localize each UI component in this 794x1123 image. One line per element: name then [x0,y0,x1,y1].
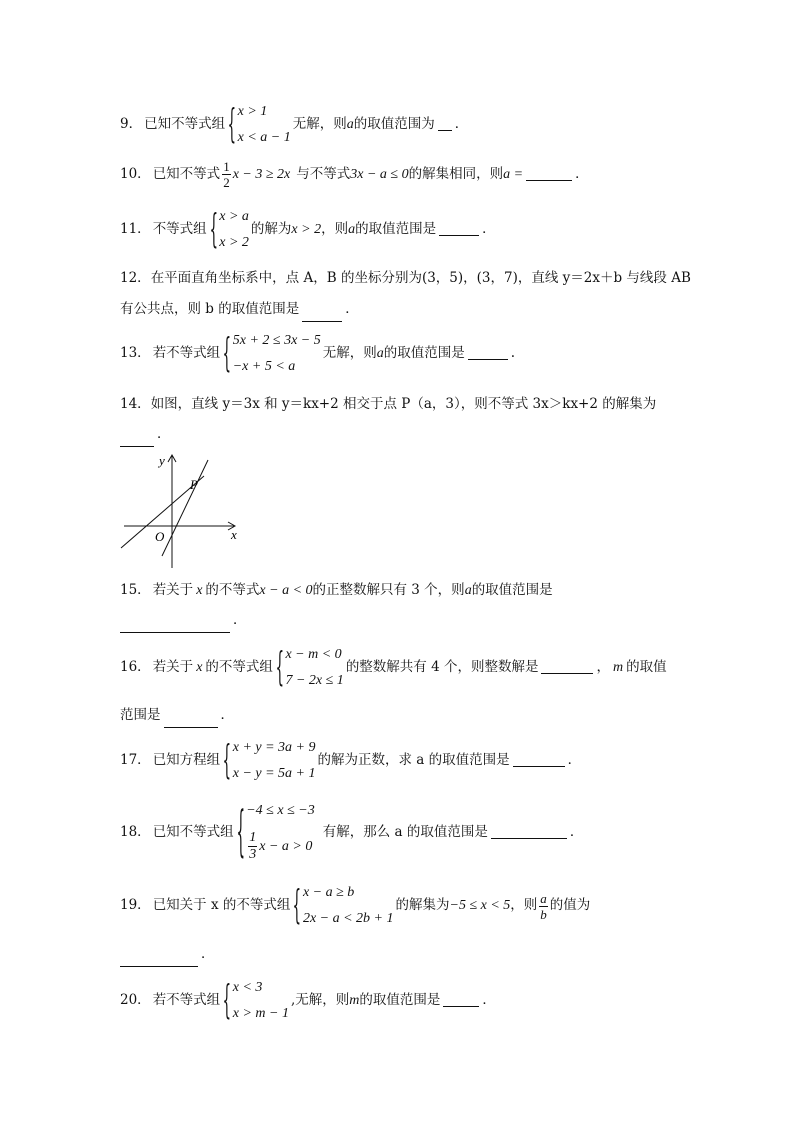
question-text: ． [575,165,589,182]
system-line: x > 1 [237,104,268,119]
question-text: ． [157,426,171,442]
system-line: x − a ≥ b [302,885,355,900]
inequality-system [227,100,291,148]
system-line: 5x + 2 ≤ 3x − 5 [232,333,321,348]
question-number: 12． [120,270,151,286]
fraction-numerator: 1 [223,159,230,174]
question-text: 已知关于 x 的不等式组 [152,897,291,914]
question-text: ． [201,946,215,962]
question-text: 若不等式组 [152,345,221,362]
question-text: ． [569,824,584,841]
fraction-denominator: b [540,906,547,922]
question-text: 已知不等式 [152,165,221,182]
question-16 [120,643,667,691]
question-text: ． [454,116,469,133]
question-text: 的取值 [626,659,667,676]
x-axis-label: x [231,527,237,542]
origin-label: O [155,529,165,544]
question-14-line-2 [120,428,171,442]
answer-blank[interactable] [302,320,342,322]
question-text: 的不等式 [205,582,260,599]
question-text: 范围是 [120,707,161,723]
question-text: 的值为 [549,897,591,914]
variable: a [376,346,384,361]
answer-blank[interactable] [513,765,565,767]
question-18 [120,798,584,864]
left-brace-icon: { [227,100,237,148]
math-expression: 3x − a ≤ 0 [350,166,409,182]
question-text: 的取值范围是 [471,582,553,599]
answer-blank[interactable] [468,358,508,360]
question-text: ． [482,221,496,238]
line-y-3x [162,460,208,556]
system-line: x > m − 1 [232,1006,289,1021]
equation-system [222,736,316,784]
system-line: x − m < 0 [285,647,342,662]
answer-blank[interactable] [120,445,154,447]
question-number: 13． [120,345,151,362]
question-text: . [510,345,516,362]
question-text: 的解为正数，求 a 的取值范围是 [317,752,510,769]
question-text: ． [482,992,496,1009]
answer-blank[interactable] [120,631,230,633]
question-text: 有公共点，则 b 的取值范围是 [120,301,300,317]
system-line: x < a − 1 [237,130,291,145]
math-expression: −5 ≤ x < 5 [449,898,511,913]
math-expression: x − a < 0 [259,583,313,598]
system-line: x > 2 [219,235,249,250]
answer-blank[interactable] [443,1005,479,1007]
left-brace-icon: { [236,798,245,864]
question-text: ， [596,659,610,676]
system-line: −x + 5 < a [232,359,296,374]
question-text: 如图，直线 y＝3x 和 y＝kx+2 相交于点 P（a，3），则不等式 3x＞kx+2 的解集为 [150,396,657,412]
answer-blank[interactable] [438,129,452,131]
question-number: 16． [120,659,151,676]
question-text: 有解，那么 a 的取值范围是 [322,824,488,841]
question-15-line-2 [120,614,247,628]
question-text: 若不等式组 [152,992,221,1009]
fraction-denominator: 3 [249,847,257,862]
question-17 [120,736,582,784]
left-brace-icon: { [292,881,302,929]
left-brace-icon: { [275,643,284,691]
inequality-system [222,329,321,377]
left-brace-icon: { [222,736,232,784]
inequality-system [275,643,344,691]
question-10 [120,160,589,189]
question-text: 的取值范围为 [353,116,435,133]
question-text: 的解集为 [395,897,450,914]
answer-blank[interactable] [439,234,479,236]
question-number: 20． [120,992,151,1009]
question-text: ． [220,707,234,723]
question-text: 的不等式组 [205,659,273,676]
inequality-system [209,205,249,253]
question-number: 15． [120,582,151,599]
point-p-label: P [190,477,198,492]
question-number: 11． [120,221,151,238]
question-16-line-2 [120,709,234,723]
answer-blank[interactable] [120,965,198,967]
question-14 [120,398,656,412]
question-text: 已知不等式组 [152,824,234,841]
system-line: 2x − a < 2b + 1 [302,911,394,926]
question-20 [120,976,496,1024]
system-line: 7 − 2x ≤ 1 [285,673,344,688]
question-text: 与不等式 [296,165,351,182]
inequality-system [236,798,315,864]
variable: a [348,222,356,237]
question-number: 14． [120,396,151,412]
question-11 [120,205,496,253]
left-brace-icon: { [222,329,232,377]
fraction [222,160,231,189]
question-text: 的取值范围是 [355,221,437,238]
question-text: 不等式组 [152,221,207,238]
question-19-line-2 [120,948,215,962]
question-text: ，则 [321,221,349,238]
variable: a [464,583,472,598]
question-text: ． [567,752,582,769]
question-number: 18． [120,824,151,841]
answer-blank[interactable] [541,672,593,674]
question-text: 若关于 [152,582,194,599]
system-line: x − y = 5a + 1 [232,766,316,781]
question-text: ,无解，则 [290,992,350,1009]
system-line: x < 3 [232,980,263,995]
question-number: 17． [120,752,151,769]
question-number: 19． [120,897,151,914]
question-text: ． [345,301,359,317]
question-text: 的取值范围是 [359,992,441,1009]
question-text: 若关于 [152,659,194,676]
question-text: 无解，则 [292,116,347,133]
variable: x [196,660,203,675]
question-number: 10． [120,165,151,182]
question-19 [120,881,591,929]
fraction-numerator: 1 [249,830,257,845]
system-line: x − a > 0 [259,838,313,854]
fraction [539,892,548,921]
system-line: x > a [219,209,249,224]
question-text: ，则 [510,897,538,914]
line-graph-figure [118,452,243,570]
math-expression: x − 3 ≥ 2x [232,166,291,182]
question-12-line-2 [120,303,359,317]
y-axis-label: y [159,453,165,468]
question-number: 9． [120,116,143,133]
variable: m [349,993,360,1008]
question-12 [120,272,691,286]
question-text: 的取值范围是 [383,345,465,362]
answer-blank[interactable] [526,179,572,181]
question-15 [120,584,553,598]
question-text: 无解，则 [322,345,377,362]
answer-blank[interactable] [491,837,567,839]
left-brace-icon: { [209,205,218,253]
question-text: 已知方程组 [152,752,221,769]
fraction-numerator: a [540,890,547,906]
question-text: 的整数解共有 4 个，则整数解是 [345,659,539,676]
variable: a [346,117,354,132]
answer-blank[interactable] [164,726,218,728]
variable: x [196,583,203,598]
fraction [248,831,257,862]
question-text: 的解集相同，则 [408,165,504,182]
math-expression: x > 2 [291,222,322,237]
question-13 [120,329,516,377]
question-text: 的解为 [250,221,292,238]
system-line: −4 ≤ x ≤ −3 [246,803,315,818]
system-line: x + y = 3a + 9 [232,740,316,755]
inequality-system [292,881,394,929]
question-text: 的正整数解只有 3 个，则 [312,582,465,599]
inequality-system [222,976,289,1024]
left-brace-icon: { [222,976,232,1024]
question-text: ． [233,612,247,628]
question-9 [120,100,469,148]
fraction-denominator: 2 [223,175,230,190]
variable: m [612,660,624,675]
question-text: 已知不等式组 [144,116,226,133]
question-text: 在平面直角坐标系中，点 A，B 的坐标分别为(3，5)，(3，7)，直线 y＝2x＋b 与线段 AB [150,270,691,286]
math-expression: a = [503,166,524,182]
